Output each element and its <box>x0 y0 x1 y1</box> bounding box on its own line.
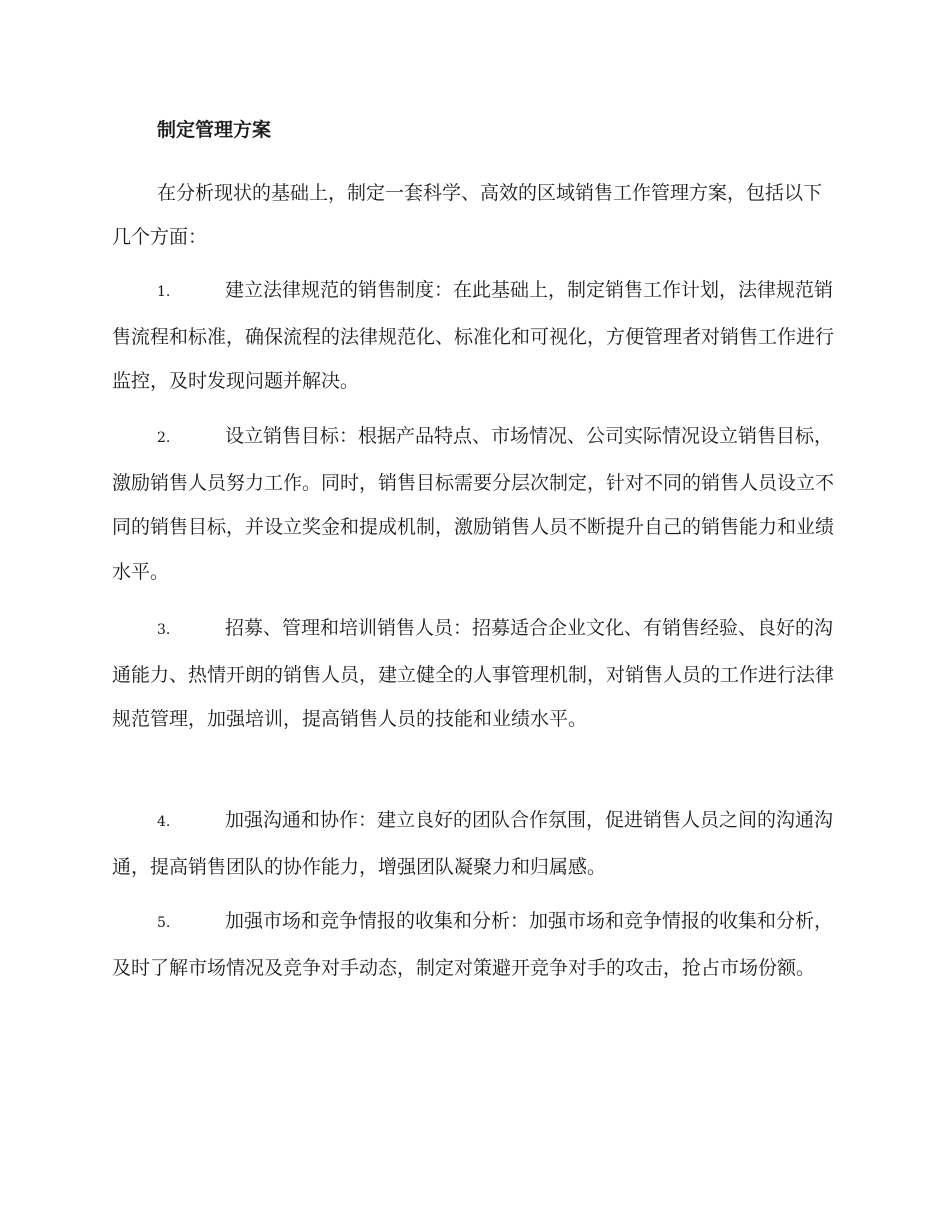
list-item <box>112 414 834 594</box>
section-title: 制定管理方案 <box>157 119 272 141</box>
list-item-number: 1. <box>157 284 171 300</box>
list-item-text: 招募、管理和培训销售人员：招募适合企业文化、有销售经验、良好的沟通能力、热情开朗的销售人员，建立健全的人事管理机制，对销售人员的工作进行法律规范管理，加强培训，提高销售人员的技能和业绩水平。 <box>112 617 835 730</box>
intro-paragraph: 在分析现状的基础上，制定一套科学、高效的区域销售工作管理方案，包括以下几个方面： <box>112 182 823 248</box>
list-item-number: 4. <box>157 814 171 830</box>
list-item <box>112 606 834 742</box>
list-item-text: 加强沟通和协作：建立良好的团队合作氛围，促进销售人员之间的沟通沟通，提高销售团队的协作能力，增强团队凝聚力和归属感。 <box>112 809 834 878</box>
list-item-text: 设立销售目标：根据产品特点、市场情况、公司实际情况设立销售目标，激励销售人员努力工作。同时，销售目标需要分层次制定，针对不同的销售人员设立不同的销售目标，并设立奖金和提成机制，激励销售人员不断提升自己的销售能力和业绩水平。 <box>112 425 835 583</box>
list-item-number: 5. <box>157 915 171 931</box>
list-item <box>112 899 834 990</box>
list-item-text: 加强市场和竞争情报的收集和分析：加强市场和竞争情报的收集和分析，及时了解市场情况及竞争对手动态，制定对策避开竞争对手的攻击，抢占市场份额。 <box>112 910 834 979</box>
list-item-number: 3. <box>157 622 171 638</box>
list-item-text: 建立法律规范的销售制度：在此基础上，制定销售工作计划，法律规范销售流程和标准，确保流程的法律规范化、标准化和可视化，方便管理者对销售工作进行监控，及时发现问题并解决。 <box>112 279 835 392</box>
list-item-number: 2. <box>157 430 171 446</box>
list-item <box>112 268 834 404</box>
list-item <box>112 798 834 889</box>
